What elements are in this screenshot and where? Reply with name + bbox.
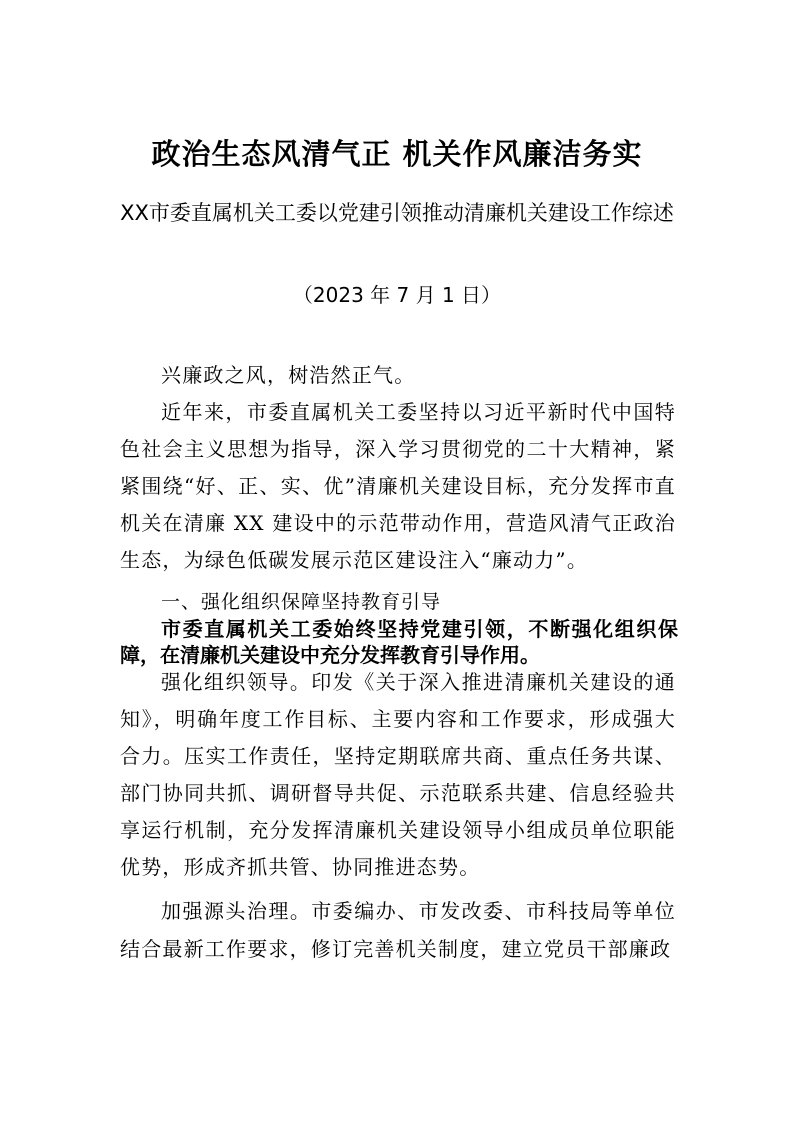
document-date: （2023 年 7 月 1 日） [292,283,502,307]
overview-paragraph: 近年来，市委直属机关工委坚持以习近平新时代中国特色社会主义思想为指导，深入学习贯彻党的二十大精神，紧紧围绕“好、正、实、优”清廉机关建设目标，充分发挥市直机关在清廉 XX 建设中的示范带动作用，营造风清气正政治生态，为绿色低碳发展示范区建设注入“廉动力”。 [120,400,676,572]
section-lead-paragraph: 市委直属机关工委始终坚持党建引领，不断强化组织保障，在清廉机关建设中充分发挥教育引导作用。 [120,617,678,667]
source-governance-paragraph: 加强源头治理。市委编办、市发改委、市科技局等单位结合最新工作要求，修订完善机关制度，建立党员干部廉政 [120,899,676,961]
document-subtitle: XX市委直属机关工委以党建引领推动清廉机关建设工作综述 [120,201,674,225]
section-heading: 一、强化组织保障坚持教育引导 [161,591,442,613]
intro-paragraph: 兴廉政之风，树浩然正气。 [161,363,416,387]
document-title: 政治生态风清气正 机关作风廉洁务实 [151,137,643,171]
organization-leadership-paragraph: 强化组织领导。印发《关于深入推进清廉机关建设的通知》，明确年度工作目标、主要内容和工作要求，形成强大合力。压实工作责任，坚持定期联席共商、重点任务共谋、部门协同共抓、调研督导共促、示范联系共建、信息经验共享运行机制，充分发挥清廉机关建设领导小组成员单位职能优势，形成齐抓共管、协同推进态势。 [120,670,676,879]
